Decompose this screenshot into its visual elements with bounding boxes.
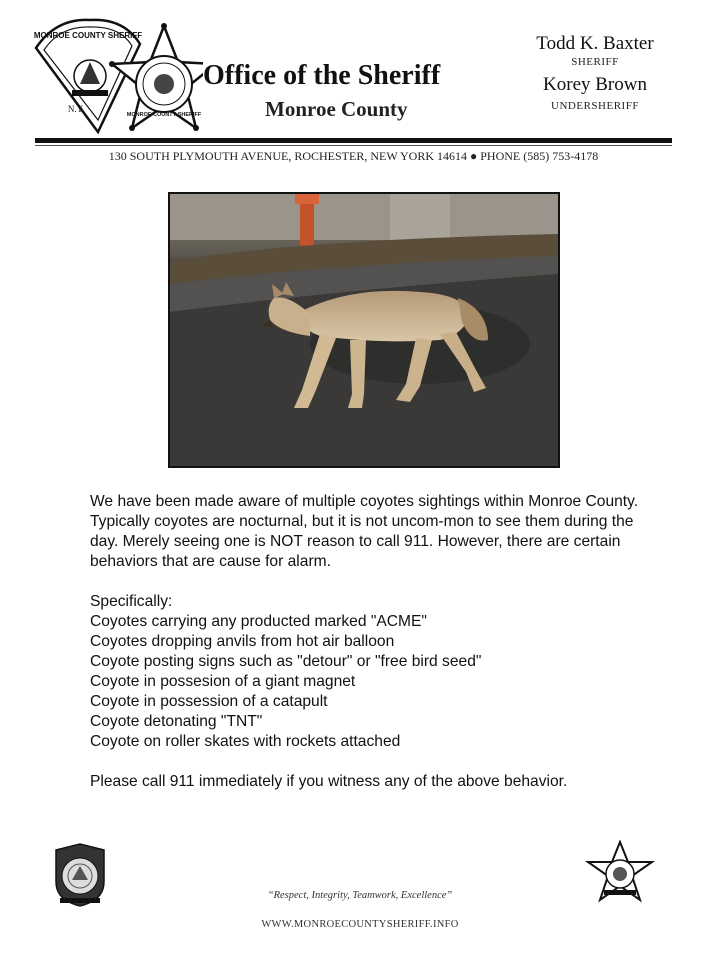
address-line: 130 SOUTH PLYMOUTH AVENUE, ROCHESTER, NEW YORK 14614 ● PHONE (585) 753-4178: [108, 149, 599, 163]
closing-paragraph: Please call 911 immediately if you witness any of the above behavior.: [90, 773, 568, 790]
undersheriff-title: UNDERSHERIFF: [551, 100, 639, 112]
motto: “Respect, Integrity, Teamwork, Excellence”: [267, 890, 453, 901]
list-item: Coyotes carrying any producted marked "ACME": [90, 613, 427, 630]
list-item: Coyote in possesion of a giant magnet: [90, 673, 356, 690]
sheriff-name: Todd K. Baxter: [536, 33, 654, 54]
seal-left-text: MONROE COUNTY SHERIFF: [33, 31, 143, 40]
star-text: MONROE COUNTY SHERIFF: [126, 112, 202, 118]
specifically-label: Specifically:: [90, 593, 173, 610]
header-divider-thin: [35, 145, 672, 146]
website-link[interactable]: WWW.MONROECOUNTYSHERIFF.INFO: [261, 919, 459, 930]
list-item: Coyote detonating "TNT": [90, 713, 263, 730]
coyote-illustration: [170, 194, 558, 466]
sheriff-seal-logo: [28, 14, 203, 139]
undersheriff-name: Korey Brown: [543, 74, 647, 95]
list-item: Coyotes dropping anvils from hot air balloon: [90, 633, 395, 650]
behavior-list: [90, 612, 665, 752]
list-item: Coyote on roller skates with rockets attached: [90, 733, 401, 750]
coyote-photo: [168, 192, 560, 468]
seal-left-state: N.Y.: [67, 104, 85, 114]
office-title: Office of the Sheriff: [203, 60, 441, 91]
county-name: Monroe County: [265, 97, 408, 121]
intro-paragraph: We have been made aware of multiple coyotes sightings within Monroe County. Typically coyotes are nocturnal, but it is not uncom-mon to see them during the day. Merely seeing one is NOT reason to call 911. However, there are certain behaviors that are cause for alarm.: [90, 493, 639, 570]
list-item: Coyote in possession of a catapult: [90, 693, 328, 710]
list-item: Coyote posting signs such as "detour" or "free bird seed": [90, 653, 482, 670]
sheriff-title: SHERIFF: [571, 56, 619, 68]
header-divider: [35, 138, 672, 143]
notice-body: [90, 492, 665, 792]
